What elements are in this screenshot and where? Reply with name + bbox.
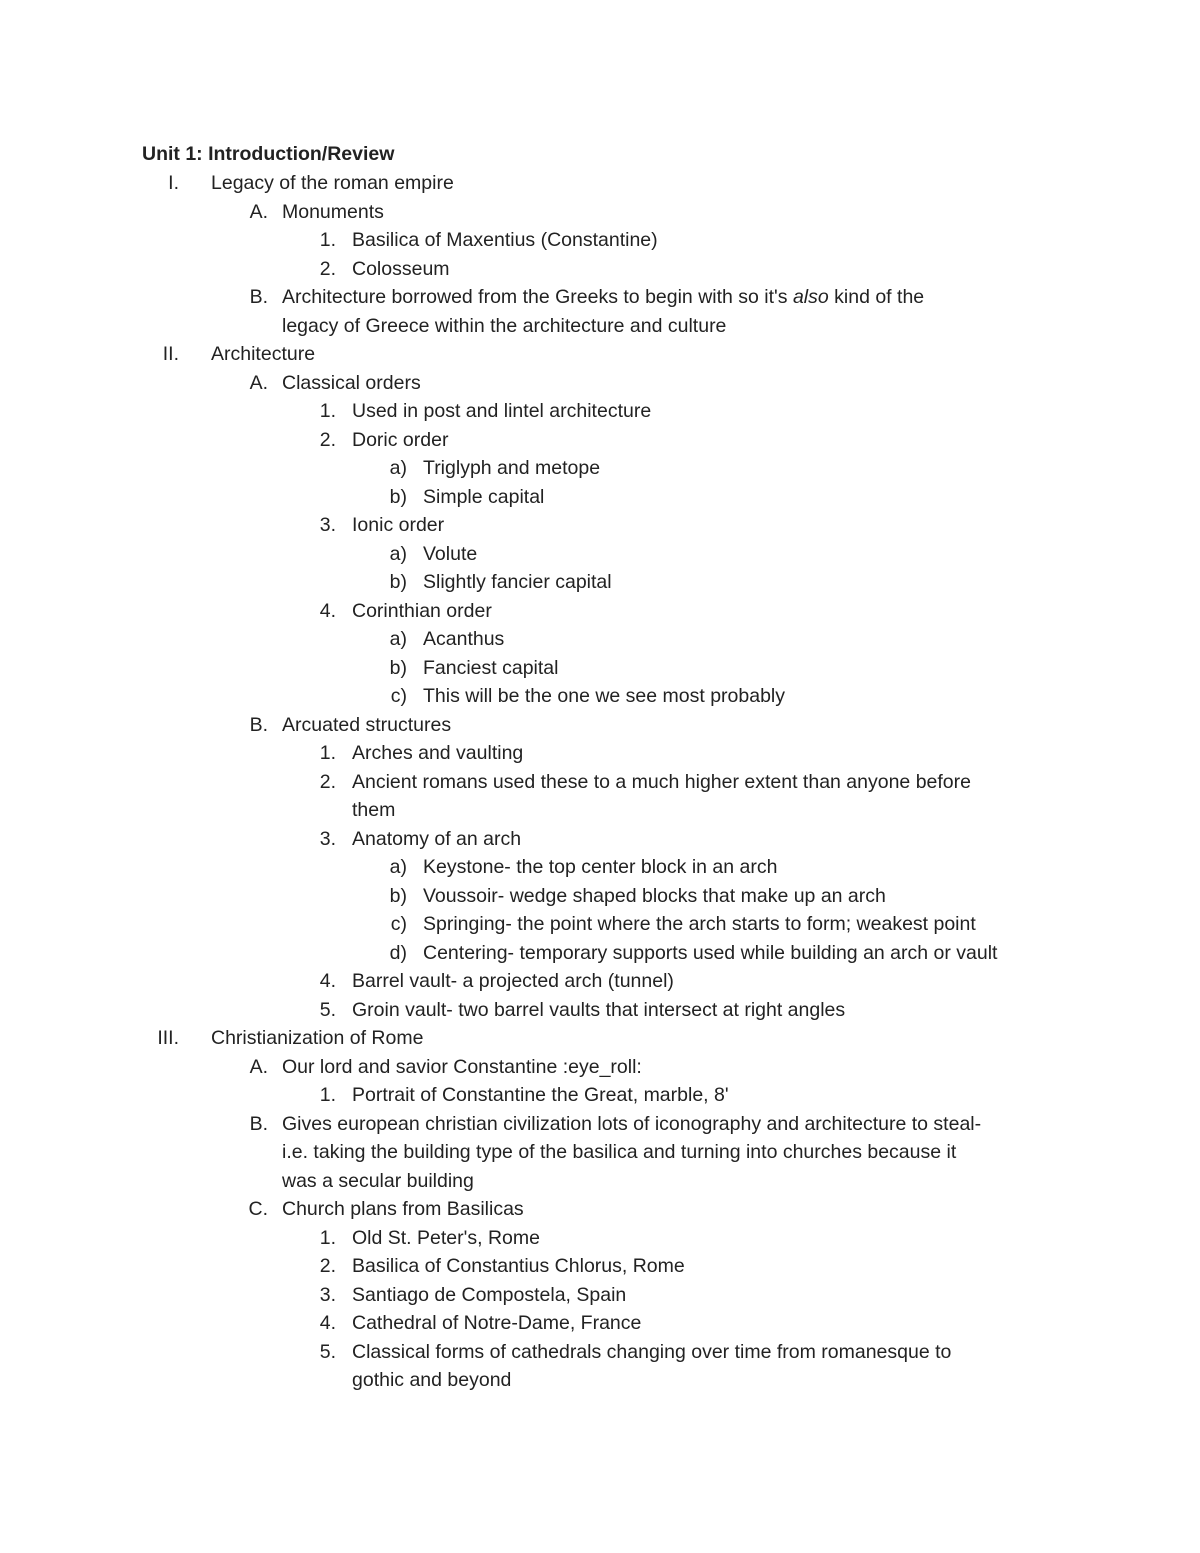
item-text: Corinthian order bbox=[352, 599, 492, 622]
item-row bbox=[0, 969, 1200, 993]
item-continuation-row bbox=[0, 798, 1200, 822]
section-row bbox=[0, 1026, 1200, 1050]
subsection-row bbox=[0, 285, 1200, 309]
item-text: Cathedral of Notre-Dame, France bbox=[352, 1312, 642, 1334]
item-marker: 3. bbox=[319, 1283, 336, 1306]
item-row bbox=[0, 1254, 1200, 1278]
section-row bbox=[0, 171, 1200, 195]
item-row bbox=[0, 1311, 1200, 1335]
subsection-marker: B. bbox=[249, 713, 268, 736]
subsection-row bbox=[0, 1055, 1200, 1079]
item-marker: 3. bbox=[319, 827, 336, 850]
subitem-marker: b) bbox=[389, 571, 407, 593]
item-marker: 3. bbox=[319, 514, 336, 536]
subitem-row bbox=[0, 884, 1200, 908]
item-marker: 2. bbox=[319, 257, 336, 280]
subsection-text: Gives european christian civilization lots of iconography and architecture to steal- bbox=[282, 1112, 982, 1135]
item-marker: 4. bbox=[319, 1312, 336, 1334]
subitem-row bbox=[0, 684, 1200, 708]
subitem-text: Volute bbox=[423, 542, 478, 565]
subitem-row bbox=[0, 941, 1200, 965]
item-text: Classical forms of cathedrals changing over time from romanesque to bbox=[352, 1340, 952, 1363]
item-text: Anatomy of an arch bbox=[352, 827, 522, 850]
subsection-text: Classical orders bbox=[282, 371, 421, 394]
subsection-row bbox=[0, 1112, 1200, 1136]
item-row bbox=[0, 1340, 1200, 1364]
item-row bbox=[0, 741, 1200, 765]
subsection-marker: A. bbox=[249, 1055, 268, 1078]
item-marker: 1. bbox=[319, 229, 336, 251]
subsection-continuation-text: i.e. taking the building type of the basilica and turning into churches because it bbox=[282, 1141, 957, 1163]
section-text: Architecture bbox=[211, 343, 316, 365]
subitem-marker: b) bbox=[389, 656, 407, 679]
item-text: Ancient romans used these to a much higher extent than anyone before bbox=[352, 770, 971, 793]
subsection-continuation-text: legacy of Greece within the architecture and culture bbox=[282, 314, 727, 337]
subitem-text: This will be the one we see most probably bbox=[423, 685, 786, 707]
subitem-text: Slightly fancier capital bbox=[423, 571, 612, 593]
subsection-row bbox=[0, 713, 1200, 737]
subitem-text: Centering- temporary supports used while building an arch or vault bbox=[423, 941, 998, 964]
item-text: Doric order bbox=[352, 428, 449, 451]
subsection-marker: A. bbox=[249, 200, 268, 223]
item-marker: 5. bbox=[319, 998, 336, 1021]
subitem-marker: c) bbox=[390, 685, 407, 707]
item-text: Basilica of Maxentius (Constantine) bbox=[352, 229, 658, 251]
item-row bbox=[0, 399, 1200, 423]
subitem-text: Simple capital bbox=[423, 485, 545, 508]
subitem-row bbox=[0, 656, 1200, 680]
item-row bbox=[0, 827, 1200, 851]
item-text: Ionic order bbox=[352, 514, 445, 536]
subitem-text: Triglyph and metope bbox=[423, 457, 601, 479]
item-row bbox=[0, 1283, 1200, 1307]
subsection-marker: B. bbox=[249, 1112, 268, 1135]
subitem-text: Springing- the point where the arch starts to form; weakest point bbox=[423, 913, 976, 935]
subitem-marker: a) bbox=[389, 542, 407, 565]
subsection-continuation-row bbox=[0, 314, 1200, 338]
item-marker: 1. bbox=[319, 742, 336, 764]
subsection-text: Church plans from Basilicas bbox=[282, 1198, 524, 1220]
item-row bbox=[0, 599, 1200, 623]
item-marker: 4. bbox=[319, 970, 336, 992]
item-marker: 2. bbox=[319, 770, 336, 793]
text-fragment: Architecture borrowed from the Greeks to begin with so it's bbox=[282, 286, 793, 308]
item-continuation-row bbox=[0, 1368, 1200, 1392]
subitem-marker: a) bbox=[389, 457, 407, 479]
item-row bbox=[0, 228, 1200, 252]
subsection-text bbox=[282, 285, 924, 309]
subitem-marker: b) bbox=[389, 884, 407, 907]
document-title: Unit 1: Introduction/Review bbox=[142, 143, 395, 165]
subsection-continuation-row bbox=[0, 1169, 1200, 1193]
item-marker: 2. bbox=[319, 1255, 336, 1277]
item-row bbox=[0, 513, 1200, 537]
section-marker: II. bbox=[162, 343, 179, 365]
item-text: Used in post and lintel architecture bbox=[352, 400, 652, 422]
subitem-marker: d) bbox=[389, 941, 407, 964]
item-marker: 2. bbox=[319, 428, 336, 451]
item-text: Colosseum bbox=[352, 257, 450, 280]
subsection-row bbox=[0, 200, 1200, 224]
subsection-text: Arcuated structures bbox=[282, 713, 452, 736]
subitem-text: Voussoir- wedge shaped blocks that make up an arch bbox=[423, 884, 886, 907]
subitem-text: Keystone- the top center block in an arch bbox=[423, 856, 778, 878]
section-text: Christianization of Rome bbox=[211, 1027, 424, 1049]
section-row bbox=[0, 342, 1200, 366]
item-continuation-text: gothic and beyond bbox=[352, 1369, 512, 1391]
subitem-row bbox=[0, 542, 1200, 566]
subitem-text: Fanciest capital bbox=[423, 656, 559, 679]
item-text: Portrait of Constantine the Great, marble, 8' bbox=[352, 1084, 729, 1106]
subsection-row bbox=[0, 1197, 1200, 1221]
item-text: Santiago de Compostela, Spain bbox=[352, 1283, 627, 1306]
subitem-marker: a) bbox=[389, 856, 407, 878]
item-text: Barrel vault- a projected arch (tunnel) bbox=[352, 970, 674, 992]
item-marker: 5. bbox=[319, 1340, 336, 1363]
subitem-row bbox=[0, 456, 1200, 480]
item-continuation-text: them bbox=[352, 799, 396, 821]
subitem-row bbox=[0, 570, 1200, 594]
item-row bbox=[0, 998, 1200, 1022]
item-text: Groin vault- two barrel vaults that intersect at right angles bbox=[352, 998, 846, 1021]
item-text: Basilica of Constantius Chlorus, Rome bbox=[352, 1255, 685, 1277]
item-marker: 1. bbox=[319, 1226, 336, 1249]
subitem-marker: b) bbox=[389, 485, 407, 508]
item-marker: 1. bbox=[319, 400, 336, 422]
subitem-marker: a) bbox=[389, 628, 407, 650]
item-row bbox=[0, 770, 1200, 794]
text-fragment: kind of the bbox=[828, 286, 925, 308]
item-text: Old St. Peter's, Rome bbox=[352, 1226, 540, 1249]
subsection-text: Our lord and savior Constantine :eye_roll: bbox=[282, 1055, 642, 1078]
item-row bbox=[0, 257, 1200, 281]
subitem-row bbox=[0, 485, 1200, 509]
subsection-marker: C. bbox=[248, 1198, 268, 1220]
subsection-continuation-row bbox=[0, 1140, 1200, 1164]
subitem-text: Acanthus bbox=[423, 628, 505, 650]
subitem-row bbox=[0, 912, 1200, 936]
section-text: Legacy of the roman empire bbox=[211, 172, 454, 194]
item-row bbox=[0, 1226, 1200, 1250]
subsection-continuation-text: was a secular building bbox=[282, 1169, 474, 1192]
subsection-marker: B. bbox=[249, 286, 268, 308]
item-row bbox=[0, 1083, 1200, 1107]
subitem-row bbox=[0, 627, 1200, 651]
emphasis-text: also bbox=[792, 286, 829, 308]
section-marker: III. bbox=[157, 1027, 179, 1049]
section-marker: I. bbox=[168, 172, 179, 194]
item-marker: 1. bbox=[319, 1084, 336, 1106]
subsection-marker: A. bbox=[249, 371, 268, 394]
item-marker: 4. bbox=[319, 599, 336, 622]
subitem-row bbox=[0, 855, 1200, 879]
item-row bbox=[0, 428, 1200, 452]
item-text: Arches and vaulting bbox=[352, 742, 524, 764]
subsection-row bbox=[0, 371, 1200, 395]
subsection-text: Monuments bbox=[282, 200, 384, 223]
subitem-marker: c) bbox=[390, 913, 407, 935]
